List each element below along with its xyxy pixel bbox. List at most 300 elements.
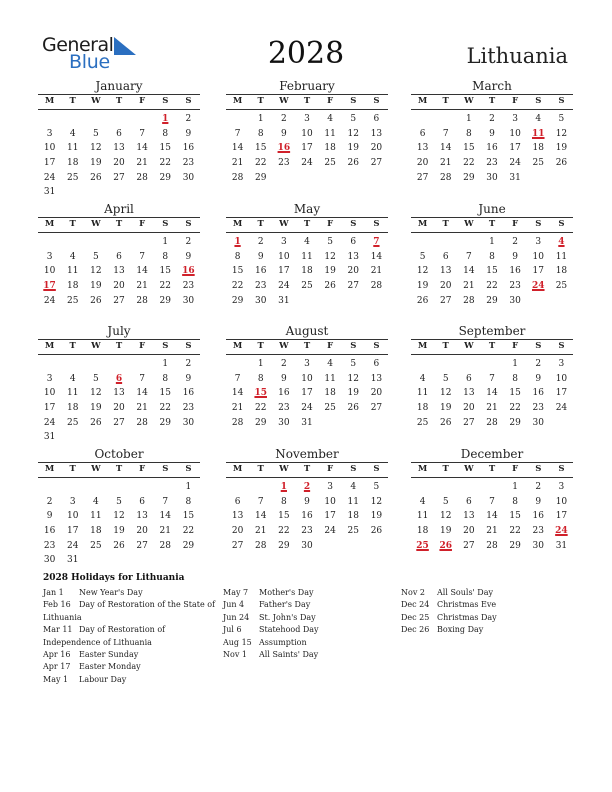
day-cell: 10 — [555, 496, 568, 507]
holiday-name: Day of Restoration of Independence of Lithuania — [43, 625, 166, 647]
empty-day — [434, 112, 457, 127]
holiday-name: St. John's Day — [259, 612, 316, 622]
day-cell: 3 — [46, 373, 53, 384]
day-cell: 10 — [509, 128, 521, 139]
day-cell: 28 — [136, 295, 148, 306]
day-cell: 25 — [66, 295, 79, 306]
day-cell: 13 — [136, 511, 148, 522]
day-cell: 7 — [489, 373, 495, 384]
day-cell: 1 — [185, 482, 192, 492]
day-cell: 15 — [278, 511, 290, 522]
weekday-label: M — [44, 341, 55, 351]
day-cell: 6 — [373, 114, 380, 124]
empty-day — [249, 480, 272, 495]
day-cell: 27 — [113, 295, 125, 306]
day-cell: 12 — [416, 266, 429, 277]
weekday-label: T — [257, 341, 264, 351]
weekday-label: T — [488, 96, 496, 106]
day-cell: 29 — [486, 295, 498, 306]
day-cell: 16 — [509, 266, 521, 277]
weekday-label: S — [558, 341, 565, 351]
day-cell: 19 — [347, 388, 359, 399]
empty-day — [107, 235, 130, 250]
empty-day — [107, 112, 130, 127]
day-cell: 12 — [113, 511, 125, 522]
day-cell: 23 — [43, 540, 56, 551]
weekday-label: F — [512, 464, 519, 474]
day-cell: 8 — [234, 251, 241, 262]
weekday-label: S — [373, 219, 380, 229]
day-cell: 17 — [555, 511, 568, 522]
weekday-label: M — [44, 464, 55, 474]
empty-day — [38, 112, 61, 127]
day-cell: 1 — [512, 482, 518, 492]
weekday-label: W — [464, 219, 474, 229]
day-cell: 10 — [278, 251, 290, 262]
day-cell: 27 — [136, 540, 148, 551]
day-cell: 31 — [278, 295, 290, 306]
weekday-label: S — [350, 341, 357, 351]
day-cell: 19 — [416, 281, 429, 292]
day-cell: 28 — [159, 540, 171, 551]
month-february — [226, 79, 388, 185]
day-cell: 9 — [489, 128, 495, 139]
day-cell: 10 — [301, 128, 313, 139]
day-cell: 7 — [465, 251, 472, 262]
day-cell: 20 — [231, 526, 244, 537]
day-cell: 29 — [159, 172, 171, 183]
day-cell: 4 — [92, 496, 99, 507]
day-cell: 30 — [532, 540, 544, 551]
holiday-date: May 7 — [223, 588, 249, 597]
day-cell: 19 — [439, 403, 452, 414]
day-cell: 30 — [532, 417, 544, 428]
day-cell: 23 — [182, 403, 195, 414]
day-cell: 6 — [419, 128, 426, 139]
day-cell: 20 — [113, 403, 125, 414]
empty-day — [38, 480, 61, 495]
empty-day — [411, 357, 434, 372]
weekday-label: S — [535, 341, 542, 351]
day-cell: 9 — [257, 251, 264, 262]
weekday-header — [411, 217, 573, 233]
day-cell: 22 — [254, 403, 267, 414]
day-cell: 1 — [162, 359, 169, 369]
day-cell: 5 — [350, 114, 357, 124]
day-cell: 8 — [185, 496, 192, 507]
month-march — [411, 79, 573, 185]
day-cell: 4 — [69, 251, 76, 262]
weekday-label: F — [139, 341, 146, 351]
day-cell: 6 — [373, 359, 380, 369]
day-cell: 23 — [486, 158, 498, 169]
holiday-entry — [401, 612, 561, 624]
month-may — [226, 202, 388, 308]
day-cell: 24 — [66, 540, 79, 551]
day-cell: 8 — [489, 251, 495, 262]
day-cell: 12 — [439, 388, 452, 399]
holiday-day: 26 — [439, 540, 452, 551]
empty-day — [411, 235, 434, 250]
day-cell: 22 — [278, 526, 290, 537]
holiday-day: 15 — [254, 388, 267, 399]
day-cell: 21 — [254, 526, 267, 537]
empty-day — [480, 357, 503, 372]
weekday-label: S — [185, 464, 192, 474]
day-cell: 7 — [162, 496, 169, 507]
holiday-name: Christmas Day — [437, 612, 497, 622]
weekday-label: M — [232, 219, 243, 229]
day-cell: 25 — [66, 172, 79, 183]
weekday-label: M — [44, 96, 55, 106]
holiday-entry — [401, 599, 561, 611]
day-cell: 9 — [185, 251, 192, 262]
day-cell: 2 — [280, 359, 287, 369]
day-cell: 30 — [509, 295, 521, 306]
empty-day — [61, 235, 84, 250]
day-cell: 5 — [442, 496, 449, 507]
days-grid — [38, 357, 200, 445]
day-cell: 12 — [347, 128, 359, 139]
day-cell: 24 — [43, 417, 56, 428]
holiday-name: All Souls' Day — [437, 588, 493, 597]
day-cell: 20 — [416, 158, 429, 169]
day-cell: 8 — [257, 373, 264, 384]
weekday-label: F — [327, 341, 334, 351]
holiday-entry — [223, 637, 383, 649]
holiday-entry — [223, 612, 383, 624]
day-cell: 25 — [347, 526, 359, 537]
month-name: December — [460, 447, 524, 461]
empty-day — [434, 480, 457, 495]
day-cell: 5 — [419, 251, 426, 262]
weekday-label: S — [535, 219, 542, 229]
holiday-entry — [43, 674, 218, 686]
day-cell: 11 — [66, 388, 79, 399]
day-cell: 26 — [90, 295, 102, 306]
day-cell: 5 — [558, 114, 565, 124]
weekday-label: W — [91, 464, 101, 474]
day-cell: 30 — [301, 540, 313, 551]
day-cell: 22 — [509, 526, 521, 537]
day-cell: 14 — [231, 388, 244, 399]
month-name: August — [285, 324, 329, 338]
day-cell: 18 — [555, 266, 568, 277]
holiday-date: Dec 25 — [401, 612, 430, 622]
holiday-entry — [43, 599, 218, 624]
month-october — [38, 447, 200, 568]
empty-day — [61, 112, 84, 127]
day-cell: 21 — [486, 403, 498, 414]
holiday-date: Jul 6 — [223, 625, 242, 635]
day-cell: 31 — [43, 187, 56, 198]
weekday-label: F — [512, 96, 519, 106]
day-cell: 25 — [555, 281, 568, 292]
day-cell: 1 — [465, 114, 472, 124]
weekday-label: S — [162, 96, 169, 106]
day-cell: 5 — [92, 128, 99, 139]
empty-day — [457, 357, 480, 372]
weekday-label: W — [279, 341, 289, 351]
weekday-label: S — [350, 96, 357, 106]
day-cell: 2 — [185, 359, 192, 369]
weekday-header — [38, 339, 200, 355]
day-cell: 28 — [136, 172, 148, 183]
day-cell: 31 — [509, 172, 521, 183]
day-cell: 17 — [278, 266, 290, 277]
weekday-label: S — [185, 219, 192, 229]
weekday-label: W — [464, 96, 474, 106]
day-cell: 11 — [324, 373, 336, 384]
day-cell: 29 — [231, 295, 244, 306]
weekday-label: T — [115, 219, 123, 229]
day-cell: 3 — [535, 237, 542, 247]
day-cell: 10 — [43, 143, 56, 154]
day-cell: 27 — [463, 417, 475, 428]
day-cell: 24 — [278, 281, 290, 292]
day-cell: 17 — [324, 511, 336, 522]
day-cell: 28 — [231, 172, 244, 183]
day-cell: 1 — [162, 237, 169, 247]
day-cell: 27 — [463, 540, 475, 551]
month-name: March — [472, 79, 512, 93]
day-cell: 5 — [442, 373, 449, 384]
holiday-name: Father's Day — [259, 600, 311, 610]
day-cell: 27 — [439, 295, 452, 306]
day-cell: 12 — [90, 266, 102, 277]
empty-day — [84, 357, 107, 372]
empty-day — [434, 357, 457, 372]
day-cell: 6 — [234, 496, 241, 507]
holiday-date: Aug 15 — [223, 637, 252, 647]
weekday-label: F — [327, 219, 334, 229]
day-cell: 28 — [136, 417, 148, 428]
day-cell: 28 — [231, 417, 244, 428]
day-cell: 21 — [463, 281, 475, 292]
day-cell: 1 — [512, 359, 518, 369]
weekday-label: W — [464, 341, 474, 351]
weekday-label: W — [91, 219, 101, 229]
day-cell: 30 — [43, 555, 56, 566]
weekday-header — [38, 217, 200, 233]
day-cell: 26 — [416, 295, 429, 306]
day-cell: 1 — [257, 114, 264, 124]
day-cell: 19 — [90, 158, 102, 169]
day-cell: 15 — [159, 266, 171, 277]
day-cell: 10 — [324, 496, 336, 507]
empty-day — [480, 480, 503, 495]
day-cell: 16 — [43, 526, 56, 537]
day-cell: 14 — [136, 388, 148, 399]
empty-day — [38, 235, 61, 250]
day-cell: 15 — [254, 143, 267, 154]
day-cell: 12 — [347, 373, 359, 384]
day-cell: 13 — [113, 266, 125, 277]
day-cell: 23 — [182, 158, 195, 169]
day-cell: 24 — [43, 295, 56, 306]
day-cell: 25 — [416, 417, 429, 428]
holiday-name: Christmas Eve — [437, 600, 497, 610]
holiday-date: Dec 26 — [401, 625, 430, 635]
day-cell: 22 — [486, 281, 498, 292]
day-cell: 6 — [116, 128, 122, 139]
holiday-date: Jan 1 — [43, 588, 64, 597]
day-cell: 28 — [486, 540, 498, 551]
day-cell: 3 — [46, 128, 53, 139]
day-cell: 15 — [159, 143, 171, 154]
day-cell: 9 — [304, 496, 310, 507]
day-cell: 13 — [439, 266, 452, 277]
weekday-label: S — [185, 341, 192, 351]
holiday-day: 16 — [277, 143, 291, 154]
day-cell: 6 — [350, 237, 357, 247]
empty-day — [154, 480, 177, 495]
day-cell: 7 — [257, 496, 264, 507]
weekday-header — [226, 339, 388, 355]
day-cell: 14 — [370, 251, 383, 262]
empty-day — [84, 235, 107, 250]
day-cell: 5 — [116, 496, 122, 507]
day-cell: 2 — [257, 237, 264, 247]
day-cell: 16 — [182, 143, 195, 154]
empty-day — [84, 480, 107, 495]
empty-day — [107, 357, 130, 372]
day-cell: 14 — [136, 143, 148, 154]
days-grid — [226, 235, 388, 308]
weekday-label: T — [115, 96, 123, 106]
day-cell: 8 — [162, 251, 169, 262]
day-cell: 28 — [439, 172, 452, 183]
weekday-label: F — [512, 341, 519, 351]
day-cell: 8 — [280, 496, 287, 507]
holiday-day: 1 — [280, 482, 287, 492]
weekday-label: M — [232, 96, 243, 106]
day-cell: 20 — [463, 403, 475, 414]
weekday-label: M — [232, 464, 243, 474]
day-cell: 16 — [486, 143, 498, 154]
day-cell: 8 — [257, 128, 264, 139]
day-cell: 17 — [43, 403, 56, 414]
day-cell: 19 — [90, 281, 102, 292]
day-cell: 16 — [532, 388, 544, 399]
day-cell: 16 — [182, 388, 195, 399]
day-cell: 24 — [43, 172, 56, 183]
weekday-header — [226, 462, 388, 478]
day-cell: 15 — [486, 266, 498, 277]
day-cell: 10 — [43, 266, 56, 277]
weekday-label: T — [303, 341, 311, 351]
day-cell: 21 — [136, 158, 148, 169]
day-cell: 2 — [535, 359, 542, 369]
day-cell: 27 — [370, 403, 383, 414]
month-december — [411, 447, 573, 553]
empty-day — [226, 480, 249, 495]
day-cell: 4 — [535, 114, 542, 124]
day-cell: 26 — [90, 417, 102, 428]
weekday-label: T — [488, 341, 496, 351]
empty-day — [457, 480, 480, 495]
day-cell: 17 — [555, 388, 568, 399]
day-cell: 4 — [419, 496, 426, 507]
empty-day — [434, 235, 457, 250]
day-cell: 5 — [92, 251, 99, 262]
day-cell: 27 — [113, 172, 125, 183]
holidays-title: 2028 Holidays for Lithuania — [43, 573, 185, 583]
holiday-entry — [223, 599, 383, 611]
day-cell: 5 — [92, 373, 99, 384]
day-cell: 12 — [555, 128, 568, 139]
day-cell: 29 — [509, 417, 521, 428]
weekday-label: F — [327, 464, 334, 474]
day-cell: 1 — [257, 359, 264, 369]
weekday-label: S — [162, 219, 169, 229]
day-cell: 25 — [324, 158, 336, 169]
day-cell: 2 — [489, 114, 495, 124]
day-cell: 18 — [66, 158, 79, 169]
holiday-entry — [43, 661, 218, 673]
weekday-label: M — [417, 219, 428, 229]
day-cell: 6 — [465, 496, 472, 507]
day-cell: 23 — [532, 526, 544, 537]
weekday-label: S — [373, 341, 380, 351]
day-cell: 30 — [182, 417, 195, 428]
day-cell: 20 — [136, 526, 148, 537]
month-name: July — [107, 324, 131, 338]
day-cell: 13 — [113, 388, 125, 399]
day-cell: 11 — [90, 511, 102, 522]
day-cell: 22 — [159, 281, 171, 292]
day-cell: 31 — [301, 417, 313, 428]
day-cell: 16 — [301, 511, 313, 522]
day-cell: 4 — [69, 128, 76, 139]
day-cell: 19 — [113, 526, 125, 537]
day-cell: 25 — [324, 403, 336, 414]
day-cell: 20 — [370, 143, 383, 154]
holiday-date: Nov 1 — [223, 650, 247, 660]
empty-day — [411, 112, 434, 127]
day-cell: 3 — [280, 237, 287, 247]
day-cell: 9 — [535, 496, 542, 507]
day-cell: 18 — [301, 266, 313, 277]
day-cell: 25 — [532, 158, 544, 169]
day-cell: 13 — [231, 511, 244, 522]
day-cell: 30 — [182, 172, 195, 183]
day-cell: 3 — [558, 482, 565, 492]
country-name: Lithuania — [466, 44, 568, 68]
day-cell: 9 — [512, 251, 518, 262]
holiday-date: Nov 2 — [401, 588, 425, 597]
day-cell: 19 — [555, 143, 568, 154]
day-cell: 3 — [558, 359, 565, 369]
day-cell: 5 — [327, 237, 333, 247]
day-cell: 3 — [304, 359, 310, 369]
holiday-entry — [223, 624, 383, 636]
day-cell: 29 — [509, 540, 521, 551]
weekday-label: F — [139, 464, 146, 474]
holiday-day: 17 — [43, 281, 56, 292]
day-cell: 15 — [463, 143, 475, 154]
day-cell: 24 — [324, 526, 336, 537]
day-cell: 23 — [278, 158, 290, 169]
day-cell: 25 — [66, 417, 79, 428]
day-cell: 8 — [162, 373, 169, 384]
weekday-header — [411, 339, 573, 355]
day-cell: 3 — [69, 496, 76, 507]
weekday-label: T — [488, 464, 496, 474]
days-grid — [411, 357, 573, 430]
day-cell: 9 — [535, 373, 542, 384]
month-november — [226, 447, 388, 553]
